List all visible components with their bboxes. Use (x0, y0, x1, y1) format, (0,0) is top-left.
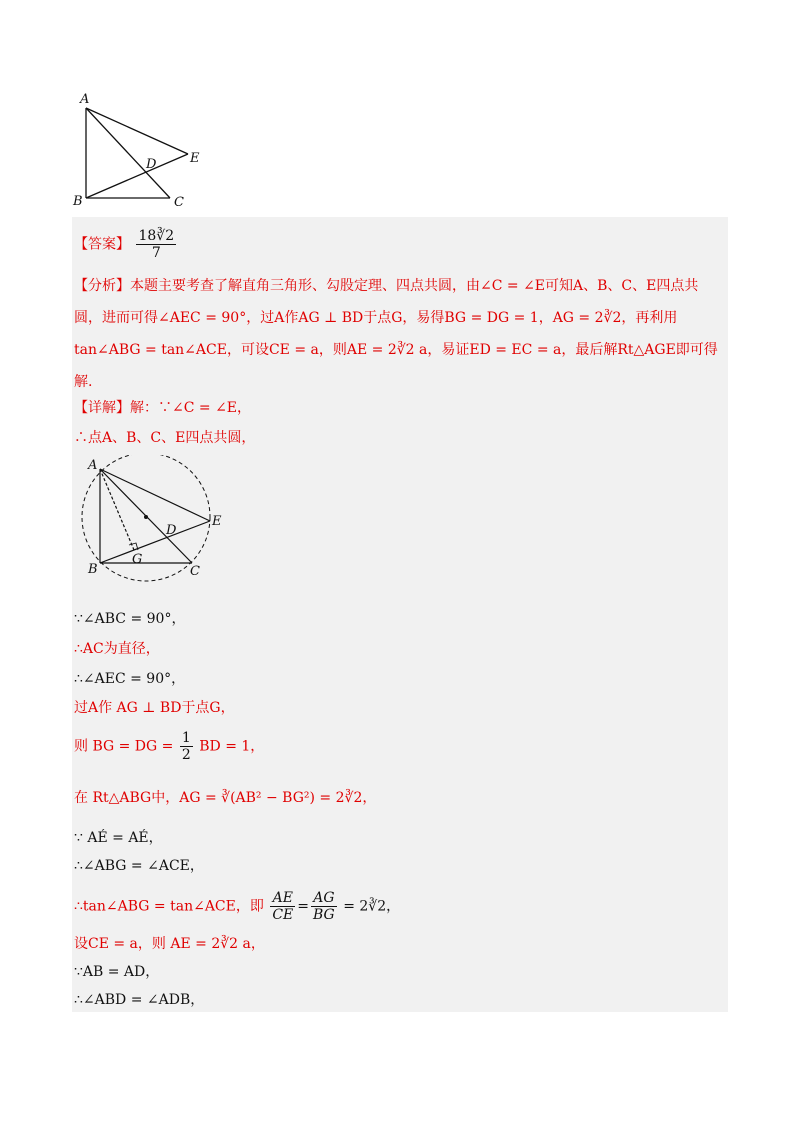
triangle-figure-1 (70, 88, 220, 210)
label-g2: G (132, 552, 143, 567)
detail-line-2: ∴点A、B、C、E四点共圆， (74, 430, 256, 446)
label-e2: E (212, 514, 222, 529)
ce-denominator: CE (272, 907, 294, 923)
answer-denominator: 7 (151, 245, 161, 261)
detail-text-11a: ∴tan∠ABG = tan∠ACE，即 (74, 898, 264, 915)
answer-fraction (136, 228, 176, 261)
detail-line-9: ∵ AÉ = AÉ， (74, 830, 163, 846)
detail-line-14: ∴∠ABD = ∠ADB， (74, 992, 205, 1008)
label-a: A (80, 92, 90, 107)
label-b: B (73, 194, 83, 209)
label-e: E (190, 151, 200, 166)
detail-line-7 (74, 730, 264, 763)
detail-line-13: ∵AB = AD， (74, 964, 160, 980)
detail-line-4: ∴AC为直径， (74, 641, 160, 657)
analysis-block (74, 270, 724, 398)
label-a2: A (88, 458, 98, 473)
ae-ce-fraction (270, 890, 295, 923)
detail-tag: 【详解】 (74, 400, 130, 416)
half-denominator: 2 (181, 747, 191, 763)
detail-line-6: 过A作 AG ⊥ BD于点G， (74, 700, 235, 716)
detail-line-10: ∴∠ABG = ∠ACE， (74, 858, 204, 874)
label-d: D (146, 157, 157, 172)
analysis-text: 本题主要考查了解直角三角形、勾股定理、四点共圆，由∠C = ∠E可知A、B、C、E四点共圆，进而可得∠AEC = 90°，过A作AG ⊥ BD于点G，易得BG = DG = 1，AG = 2∛2，再利用tan∠ABG = tan∠ACE，可设CE = a，则AE = 2∛2 a，易证ED = EC = a，最后解Rt△AGE即可得解. (74, 278, 718, 390)
ag-bg-fraction (311, 890, 337, 923)
detail-line-12: 设CE = a，则 AE = 2∛2 a， (74, 936, 265, 952)
answer-numerator: 18∛2 (138, 228, 175, 244)
ag-numerator: AG (311, 890, 337, 907)
detail-line-11: ∴tan∠ABG = tan∠ACE，即 $\frac{AE}{CE}$ = $\frac{AG}{BG}$ = 2∛2， (74, 890, 401, 923)
label-c: C (174, 195, 184, 210)
circle-figure-2 (76, 455, 226, 585)
answer-tag: 【答案】 (74, 236, 130, 253)
detail-line-5: ∴∠AEC = 90°， (74, 671, 186, 687)
detail-text-7b: BD = 1， (199, 738, 265, 755)
half-fraction (180, 730, 193, 763)
ae-numerator: AE (270, 890, 295, 907)
detail-text-11b: = 2∛2， (343, 898, 401, 915)
label-c2: C (190, 564, 200, 579)
answer-line (74, 228, 178, 261)
bg-denominator: BG (313, 907, 335, 923)
half-numerator: 1 (181, 730, 191, 746)
detail-line-1 (74, 398, 251, 418)
analysis-tag: 【分析】 (74, 278, 130, 294)
detail-text-7a: 则 BG = DG = (74, 738, 174, 755)
label-d2: D (166, 523, 177, 538)
detail-line-3: ∵∠ABC = 90°， (74, 611, 186, 627)
label-b2: B (88, 562, 98, 577)
detail-line-8: 在 Rt△ABG中，AG = ∛(AB² − BG²) = 2∛2， (74, 790, 377, 806)
detail-text-1: 解：∵∠C = ∠E， (130, 400, 252, 416)
